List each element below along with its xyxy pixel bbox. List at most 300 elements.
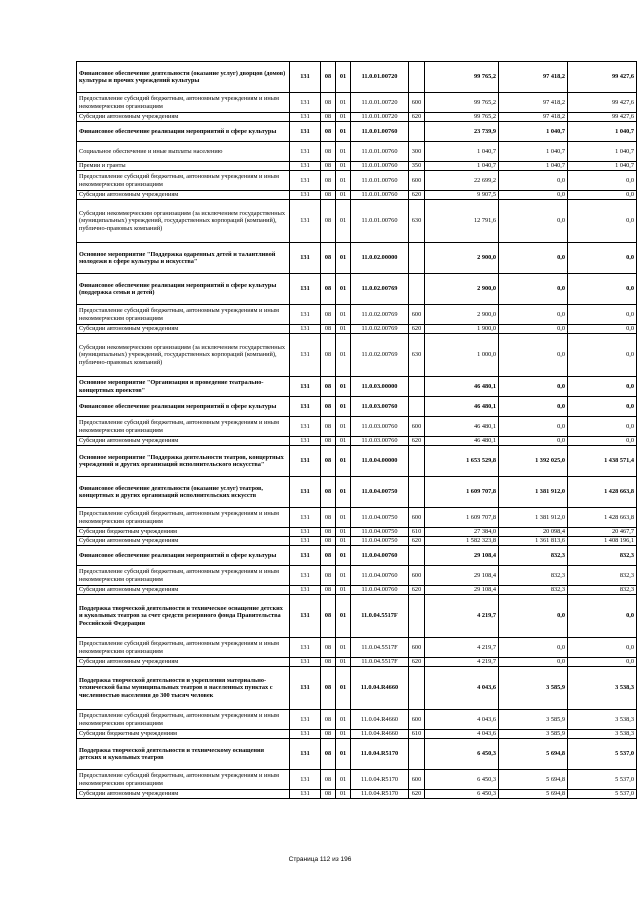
row-amount-year3: 1 408 196,1 [568, 537, 637, 546]
row-expense-type [409, 377, 425, 397]
table-row [77, 437, 637, 446]
row-amount-year3: 0,0 [568, 595, 637, 638]
row-subsection-code: 01 [336, 171, 351, 191]
row-expense-type: 350 [409, 162, 425, 171]
row-name: Поддержка творческой деятельности и техническому оснащения детских и кукольных театров [77, 739, 290, 770]
row-target-article: 11.0.04.00760 [351, 566, 409, 586]
row-subsection-code: 01 [336, 790, 351, 799]
page-number: Страница 112 из 196 [288, 856, 352, 863]
row-amount-year3: 0,0 [568, 417, 637, 437]
row-subsection-code: 01 [336, 142, 351, 162]
row-section-code: 08 [321, 162, 336, 171]
row-section-code: 08 [321, 93, 336, 113]
row-amount-year1: 4 043,6 [425, 730, 499, 739]
row-amount-year1: 1 653 529,8 [425, 446, 499, 477]
row-subsection-code: 01 [336, 305, 351, 325]
row-amount-year1: 29 108,4 [425, 586, 499, 595]
row-target-article: 11.0.03.00000 [351, 377, 409, 397]
row-amount-year2: 0,0 [499, 305, 568, 325]
row-amount-year3: 1 040,7 [568, 142, 637, 162]
row-subsection-code: 01 [336, 93, 351, 113]
row-amount-year2: 1 040,7 [499, 122, 568, 142]
row-amount-year2: 0,0 [499, 334, 568, 377]
row-expense-type: 620 [409, 191, 425, 200]
row-amount-year3: 0,0 [568, 243, 637, 274]
table-row [77, 770, 637, 790]
table-row [77, 417, 637, 437]
row-target-article: 11.0.02.00769 [351, 334, 409, 377]
row-section-code: 08 [321, 305, 336, 325]
row-name: Субсидии автономным учреждениям [77, 658, 290, 667]
row-expense-type: 600 [409, 508, 425, 528]
row-section-code: 08 [321, 191, 336, 200]
row-name: Поддержка творческой деятельности и укрепления материально-технической базы муниципальных театров в населенных пунктах с численностью населения до 300 тысяч человек [77, 667, 290, 710]
row-section-code: 08 [321, 334, 336, 377]
row-amount-year1: 2 900,0 [425, 243, 499, 274]
row-amount-year2: 20 098,4 [499, 528, 568, 537]
row-expense-type: 600 [409, 93, 425, 113]
row-amount-year2: 5 694,8 [499, 739, 568, 770]
row-ved-code: 131 [290, 62, 321, 93]
row-amount-year2: 0,0 [499, 595, 568, 638]
row-name: Финансовое обеспечение деятельности (оказание услуг) театров, концертных и других организаций исполнительских искусств [77, 477, 290, 508]
row-ved-code: 131 [290, 586, 321, 595]
row-ved-code: 131 [290, 142, 321, 162]
row-expense-type [409, 667, 425, 710]
row-ved-code: 131 [290, 710, 321, 730]
row-amount-year3: 0,0 [568, 658, 637, 667]
row-expense-type: 610 [409, 528, 425, 537]
table-row [77, 113, 637, 122]
row-amount-year2: 0,0 [499, 397, 568, 417]
row-ved-code: 131 [290, 171, 321, 191]
table-row [77, 546, 637, 566]
table-row [77, 142, 637, 162]
row-section-code: 08 [321, 586, 336, 595]
row-name: Субсидии автономным учреждениям [77, 191, 290, 200]
table-row [77, 93, 637, 113]
row-target-article: 11.0.02.00769 [351, 305, 409, 325]
row-amount-year1: 4 219,7 [425, 595, 499, 638]
row-amount-year3: 99 427,6 [568, 93, 637, 113]
table-row [77, 508, 637, 528]
row-ved-code: 131 [290, 595, 321, 638]
row-section-code: 08 [321, 508, 336, 528]
row-subsection-code: 01 [336, 62, 351, 93]
row-amount-year2: 3 585,9 [499, 710, 568, 730]
row-amount-year2: 1 381 912,0 [499, 508, 568, 528]
row-amount-year3: 3 538,3 [568, 667, 637, 710]
row-ved-code: 131 [290, 730, 321, 739]
row-name: Финансовое обеспечение реализации мероприятий в сфере культуры (поддержка семьи и детей) [77, 274, 290, 305]
row-name: Поддержка творческой деятельности и техническое оснащение детских и кукольных театров за счет средств резервного фонда Правительства Российской Федерации [77, 595, 290, 638]
table-row [77, 586, 637, 595]
row-target-article: 11.0.04.5517F [351, 595, 409, 638]
row-amount-year3: 832,3 [568, 586, 637, 595]
row-subsection-code: 01 [336, 325, 351, 334]
row-amount-year3: 3 538,3 [568, 730, 637, 739]
row-ved-code: 131 [290, 638, 321, 658]
row-section-code: 08 [321, 377, 336, 397]
row-expense-type [409, 546, 425, 566]
row-amount-year2: 832,3 [499, 546, 568, 566]
row-name: Предоставление субсидий бюджетным, автономным учреждениям и иным некоммерческим организациям [77, 417, 290, 437]
row-section-code: 08 [321, 142, 336, 162]
row-name: Предоставление субсидий бюджетным, автономным учреждениям и иным некоммерческим организациям [77, 638, 290, 658]
row-amount-year2: 0,0 [499, 243, 568, 274]
row-amount-year1: 46 480,1 [425, 417, 499, 437]
table-row [77, 667, 637, 710]
row-ved-code: 131 [290, 770, 321, 790]
table-row [77, 710, 637, 730]
row-amount-year1: 4 219,7 [425, 658, 499, 667]
row-target-article: 11.0.01.00760 [351, 171, 409, 191]
row-target-article: 11.0.04.00760 [351, 586, 409, 595]
row-amount-year1: 4 219,7 [425, 638, 499, 658]
row-subsection-code: 01 [336, 667, 351, 710]
row-amount-year1: 22 699,2 [425, 171, 499, 191]
row-section-code: 08 [321, 200, 336, 243]
row-name: Субсидии автономным учреждениям [77, 437, 290, 446]
row-amount-year3: 1 040,7 [568, 122, 637, 142]
row-amount-year3: 1 438 571,4 [568, 446, 637, 477]
row-amount-year3: 0,0 [568, 397, 637, 417]
row-ved-code: 131 [290, 274, 321, 305]
row-amount-year2: 0,0 [499, 417, 568, 437]
table-row [77, 658, 637, 667]
row-subsection-code: 01 [336, 658, 351, 667]
table-row [77, 243, 637, 274]
row-amount-year2: 97 418,2 [499, 113, 568, 122]
row-name: Основное мероприятие "Организация и проведение театрально-концертных проектов" [77, 377, 290, 397]
row-amount-year3: 5 537,0 [568, 739, 637, 770]
row-target-article: 11.0.04.5517F [351, 638, 409, 658]
row-name: Субсидии автономным учреждениям [77, 325, 290, 334]
row-subsection-code: 01 [336, 446, 351, 477]
row-ved-code: 131 [290, 200, 321, 243]
table-row [77, 274, 637, 305]
table-row [77, 325, 637, 334]
row-target-article: 11.0.02.00769 [351, 325, 409, 334]
row-name: Предоставление субсидий бюджетным, автономным учреждениям и иным некоммерческим организациям [77, 770, 290, 790]
row-amount-year1: 1 040,7 [425, 162, 499, 171]
row-section-code: 08 [321, 739, 336, 770]
row-amount-year3: 0,0 [568, 191, 637, 200]
row-amount-year2: 0,0 [499, 325, 568, 334]
row-name: Социальное обеспечение и иные выплаты населению [77, 142, 290, 162]
row-name: Субсидии бюджетным учреждениям [77, 730, 290, 739]
row-amount-year3: 20 467,7 [568, 528, 637, 537]
row-amount-year3: 1 428 663,8 [568, 477, 637, 508]
row-expense-type [409, 446, 425, 477]
row-subsection-code: 01 [336, 243, 351, 274]
row-subsection-code: 01 [336, 417, 351, 437]
row-ved-code: 131 [290, 667, 321, 710]
row-ved-code: 131 [290, 377, 321, 397]
row-name: Финансовое обеспечение реализации мероприятий в сфере культуры [77, 397, 290, 417]
row-subsection-code: 01 [336, 730, 351, 739]
row-amount-year1: 4 043,6 [425, 710, 499, 730]
row-target-article: 11.0.04.R5170 [351, 739, 409, 770]
row-target-article: 11.0.01.00760 [351, 122, 409, 142]
row-name: Премии и гранты [77, 162, 290, 171]
row-subsection-code: 01 [336, 586, 351, 595]
row-expense-type: 620 [409, 325, 425, 334]
row-amount-year3: 0,0 [568, 377, 637, 397]
row-amount-year2: 3 585,9 [499, 667, 568, 710]
row-section-code: 08 [321, 113, 336, 122]
row-amount-year2: 832,3 [499, 586, 568, 595]
row-ved-code: 131 [290, 162, 321, 171]
row-subsection-code: 01 [336, 377, 351, 397]
table-row [77, 200, 637, 243]
row-section-code: 08 [321, 537, 336, 546]
row-amount-year1: 1 900,0 [425, 325, 499, 334]
row-target-article: 11.0.01.00760 [351, 162, 409, 171]
row-amount-year1: 2 900,0 [425, 305, 499, 325]
row-section-code: 08 [321, 790, 336, 799]
table-row [77, 446, 637, 477]
row-ved-code: 131 [290, 508, 321, 528]
row-amount-year3: 5 537,0 [568, 790, 637, 799]
row-target-article: 11.0.04.5517F [351, 658, 409, 667]
row-section-code: 08 [321, 595, 336, 638]
row-amount-year3: 1 428 663,8 [568, 508, 637, 528]
row-expense-type [409, 739, 425, 770]
row-target-article: 11.0.03.00760 [351, 417, 409, 437]
row-section-code: 08 [321, 730, 336, 739]
row-name: Предоставление субсидий бюджетным, автономным учреждениям и иным некоммерческим организациям [77, 93, 290, 113]
row-amount-year2: 97 418,2 [499, 93, 568, 113]
row-amount-year1: 2 900,0 [425, 274, 499, 305]
row-amount-year2: 5 694,8 [499, 770, 568, 790]
row-name: Предоставление субсидий бюджетным, автономным учреждениям и иным некоммерческим организациям [77, 305, 290, 325]
row-amount-year1: 23 739,9 [425, 122, 499, 142]
row-section-code: 08 [321, 122, 336, 142]
row-expense-type: 630 [409, 200, 425, 243]
table-row [77, 191, 637, 200]
row-target-article: 11.0.03.00760 [351, 437, 409, 446]
row-expense-type: 620 [409, 658, 425, 667]
row-name: Субсидии некоммерческим организациям (за исключением государственных (муниципальных) учреждений, государственных корпораций (компаний), публично-правовых компаний) [77, 200, 290, 243]
row-target-article: 11.0.01.00720 [351, 62, 409, 93]
row-amount-year3: 99 427,6 [568, 113, 637, 122]
row-ved-code: 131 [290, 417, 321, 437]
row-subsection-code: 01 [336, 770, 351, 790]
row-target-article: 11.0.04.R4660 [351, 730, 409, 739]
row-name: Субсидии автономным учреждениям [77, 586, 290, 595]
row-ved-code: 131 [290, 546, 321, 566]
row-subsection-code: 01 [336, 477, 351, 508]
row-ved-code: 131 [290, 739, 321, 770]
row-section-code: 08 [321, 417, 336, 437]
row-expense-type: 300 [409, 142, 425, 162]
row-expense-type: 600 [409, 305, 425, 325]
row-amount-year1: 1 000,0 [425, 334, 499, 377]
row-amount-year1: 12 791,6 [425, 200, 499, 243]
row-expense-type: 600 [409, 638, 425, 658]
row-target-article: 11.0.02.00769 [351, 274, 409, 305]
row-amount-year3: 0,0 [568, 334, 637, 377]
table-row [77, 62, 637, 93]
row-amount-year2: 0,0 [499, 437, 568, 446]
row-amount-year2: 832,3 [499, 566, 568, 586]
row-name: Субсидии автономным учреждениям [77, 790, 290, 799]
row-amount-year1: 46 480,1 [425, 397, 499, 417]
row-expense-type: 620 [409, 437, 425, 446]
row-subsection-code: 01 [336, 537, 351, 546]
row-expense-type [409, 274, 425, 305]
row-amount-year2: 1 392 025,0 [499, 446, 568, 477]
row-amount-year2: 0,0 [499, 658, 568, 667]
row-expense-type: 620 [409, 537, 425, 546]
row-target-article: 11.0.03.00760 [351, 397, 409, 417]
row-amount-year3: 0,0 [568, 638, 637, 658]
row-name: Субсидии автономным учреждениям [77, 537, 290, 546]
row-expense-type: 600 [409, 171, 425, 191]
row-target-article: 11.0.04.00000 [351, 446, 409, 477]
row-section-code: 08 [321, 171, 336, 191]
row-name: Основное мероприятие "Поддержка одаренных детей и талантливой молодежи в сфере культуры и искусства" [77, 243, 290, 274]
row-name: Предоставление субсидий бюджетным, автономным учреждениям и иным некоммерческим организациям [77, 508, 290, 528]
table-row [77, 334, 637, 377]
row-ved-code: 131 [290, 325, 321, 334]
row-expense-type: 630 [409, 334, 425, 377]
row-amount-year3: 0,0 [568, 325, 637, 334]
row-target-article: 11.0.01.00760 [351, 191, 409, 200]
row-name: Субсидии автономным учреждениям [77, 113, 290, 122]
row-ved-code: 131 [290, 566, 321, 586]
row-section-code: 08 [321, 546, 336, 566]
row-subsection-code: 01 [336, 528, 351, 537]
row-target-article: 11.0.04.00760 [351, 546, 409, 566]
row-section-code: 08 [321, 62, 336, 93]
table-row [77, 397, 637, 417]
row-amount-year1: 1 582 323,8 [425, 537, 499, 546]
row-ved-code: 131 [290, 477, 321, 508]
row-ved-code: 131 [290, 243, 321, 274]
row-expense-type: 620 [409, 790, 425, 799]
row-name: Субсидии бюджетным учреждениям [77, 528, 290, 537]
row-amount-year1: 29 108,4 [425, 566, 499, 586]
row-name: Основное мероприятие "Поддержка деятельности театров, концертных учреждений и других организаций исполнительского искусства" [77, 446, 290, 477]
row-expense-type: 600 [409, 710, 425, 730]
row-section-code: 08 [321, 658, 336, 667]
row-amount-year3: 0,0 [568, 200, 637, 243]
row-target-article: 11.0.04.R5170 [351, 790, 409, 799]
row-subsection-code: 01 [336, 200, 351, 243]
row-section-code: 08 [321, 325, 336, 334]
table-row [77, 305, 637, 325]
row-amount-year1: 27 384,0 [425, 528, 499, 537]
row-target-article: 11.0.04.R4660 [351, 710, 409, 730]
row-ved-code: 131 [290, 122, 321, 142]
row-subsection-code: 01 [336, 162, 351, 171]
row-section-code: 08 [321, 437, 336, 446]
row-target-article: 11.0.04.00750 [351, 477, 409, 508]
row-name: Финансовое обеспечение реализации мероприятий в сфере культуры [77, 546, 290, 566]
row-amount-year2: 0,0 [499, 171, 568, 191]
row-subsection-code: 01 [336, 638, 351, 658]
row-section-code: 08 [321, 770, 336, 790]
row-amount-year1: 6 450,3 [425, 770, 499, 790]
row-section-code: 08 [321, 397, 336, 417]
table-row [77, 638, 637, 658]
budget-table-body [77, 62, 637, 799]
row-amount-year3: 832,3 [568, 546, 637, 566]
row-subsection-code: 01 [336, 566, 351, 586]
row-amount-year2: 0,0 [499, 638, 568, 658]
row-target-article: 11.0.01.00720 [351, 93, 409, 113]
table-row [77, 171, 637, 191]
row-amount-year3: 3 538,3 [568, 710, 637, 730]
row-target-article: 11.0.04.R4660 [351, 667, 409, 710]
row-amount-year1: 6 450,3 [425, 790, 499, 799]
table-row [77, 162, 637, 171]
row-name: Предоставление субсидий бюджетным, автономным учреждениям и иным некоммерческим организациям [77, 171, 290, 191]
row-amount-year1: 46 480,1 [425, 377, 499, 397]
row-ved-code: 131 [290, 537, 321, 546]
row-amount-year1: 99 765,2 [425, 113, 499, 122]
row-amount-year3: 0,0 [568, 171, 637, 191]
table-row [77, 537, 637, 546]
row-ved-code: 131 [290, 113, 321, 122]
row-ved-code: 131 [290, 191, 321, 200]
table-row [77, 528, 637, 537]
row-amount-year3: 0,0 [568, 437, 637, 446]
row-amount-year3: 832,3 [568, 566, 637, 586]
row-expense-type [409, 595, 425, 638]
row-name: Финансовое обеспечение деятельности (оказание услуг) дворцов (домов) культуры и прочих учреждений культуры [77, 62, 290, 93]
row-target-article: 11.0.04.00750 [351, 537, 409, 546]
row-subsection-code: 01 [336, 739, 351, 770]
row-amount-year2: 5 694,8 [499, 790, 568, 799]
row-amount-year1: 1 609 707,8 [425, 508, 499, 528]
row-ved-code: 131 [290, 790, 321, 799]
row-amount-year3: 5 537,0 [568, 770, 637, 790]
row-ved-code: 131 [290, 528, 321, 537]
row-expense-type [409, 243, 425, 274]
row-expense-type: 600 [409, 566, 425, 586]
row-amount-year2: 0,0 [499, 191, 568, 200]
row-amount-year1: 46 480,1 [425, 437, 499, 446]
row-subsection-code: 01 [336, 595, 351, 638]
row-expense-type: 620 [409, 113, 425, 122]
row-amount-year2: 0,0 [499, 377, 568, 397]
row-amount-year3: 0,0 [568, 305, 637, 325]
row-amount-year3: 99 427,6 [568, 62, 637, 93]
row-section-code: 08 [321, 710, 336, 730]
row-expense-type [409, 477, 425, 508]
table-row [77, 377, 637, 397]
row-amount-year2: 1 361 813,6 [499, 537, 568, 546]
row-expense-type [409, 397, 425, 417]
row-section-code: 08 [321, 243, 336, 274]
row-amount-year2: 1 040,7 [499, 162, 568, 171]
row-target-article: 11.0.04.R5170 [351, 770, 409, 790]
row-amount-year2: 0,0 [499, 200, 568, 243]
row-section-code: 08 [321, 566, 336, 586]
row-name: Субсидии некоммерческим организациям (за исключением государственных (муниципальных) учреждений, государственных корпораций (компаний), публично-правовых компаний) [77, 334, 290, 377]
row-subsection-code: 01 [336, 397, 351, 417]
row-amount-year1: 6 450,3 [425, 739, 499, 770]
row-amount-year1: 1 609 707,8 [425, 477, 499, 508]
row-subsection-code: 01 [336, 508, 351, 528]
row-expense-type: 600 [409, 770, 425, 790]
row-amount-year2: 0,0 [499, 274, 568, 305]
row-amount-year1: 9 907,5 [425, 191, 499, 200]
row-amount-year1: 29 108,4 [425, 546, 499, 566]
